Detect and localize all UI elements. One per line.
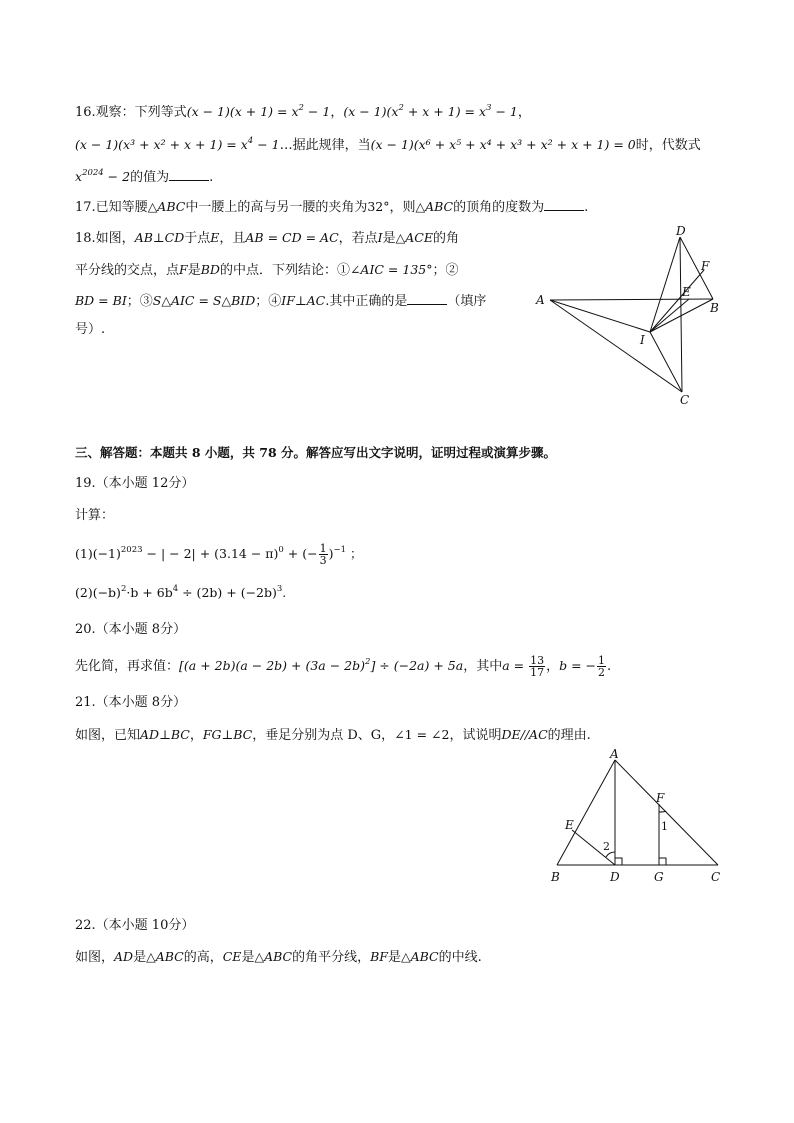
q18-label-F: F — [701, 259, 710, 273]
q22-body: 如图，AD是△ABC的高，CE是△ABC的角平分线，BF是△ABC的中线. — [75, 949, 482, 965]
q18-figure — [530, 222, 730, 412]
section3-title: 三、解答题：本题共 8 小题，共 78 分。解答应写出文字说明，证明过程或演算步骤。 — [75, 445, 557, 460]
q21-body: 如图，已知AD⊥BC，FG⊥BC，垂足分别为点 D、G，∠1 = ∠2，试说明DE//AC的理由. — [75, 727, 591, 743]
q18-segment-ID — [650, 237, 680, 332]
q19-part1: $(1)(-1)^{2023}$ − | − $2| + (3.14 - \pi)^0$ + (− $\frac{1}{3}$ )$^{-1}$ ； — [75, 542, 363, 567]
q20-header: 20.（本小题 8分） — [75, 622, 187, 637]
q21-label-C: C — [711, 870, 721, 884]
q19-intro: 计算： — [75, 508, 115, 523]
q18-answer-blank[interactable] — [407, 292, 447, 305]
q18-label-C: C — [680, 393, 690, 407]
q19-fraction: $\frac{1}{3}$ — [319, 542, 327, 567]
q21-right-angle-D — [615, 858, 622, 865]
q21-right-angle-G — [659, 858, 666, 865]
q18-line3: BD = BI；③S△AIC = S△BID；④IF⊥AC.其中正确的是 （填序 — [75, 293, 487, 309]
q21-label-angle-1: 1 — [661, 820, 668, 833]
q19-header: 19.（本小题 12分） — [75, 476, 195, 491]
q18-segment-IE — [650, 299, 689, 332]
q20-fraction-a: $\frac{13}{17}$ — [530, 654, 545, 679]
q16-line3: $x^{2024} - 2$的值为 . — [75, 168, 214, 185]
q18-segment-AC — [550, 300, 682, 392]
q20-fraction-b: $\frac{1}{2}$ — [598, 654, 606, 679]
q16-line1: 16.观察：下列等式$(x - 1)(x + 1) = x^2 - 1$，$(x - 1)(x^2 + x + 1) = x^3 - 1$， — [75, 103, 531, 120]
q21-label-F: F — [656, 791, 665, 805]
q21-label-E: E — [565, 818, 574, 832]
q18-label-I: I — [640, 333, 645, 347]
q18-label-D: D — [676, 224, 686, 238]
q18-label-A: A — [536, 293, 545, 307]
q20-body: 先化简，再求值：$[(a + 2b)(a - 2b) + (3a - 2b)^2] \div (-2a) + 5a$，其中a = $\frac{13}{17}$ ，b = − $\frac{1}{2}$ . — [75, 654, 612, 679]
q16-eq1: $(x - 1)(x + 1) = x^2 - 1$ — [186, 103, 331, 119]
q17-answer-blank[interactable] — [544, 198, 584, 211]
q16-eq3: $(x - 1)(x^3 + x^2 + x + 1) = x^4 - 1$ — [75, 136, 280, 152]
q18-line2: 平分线的交点，点F是BD的中点．下列结论：①∠AIC = 135°；② — [75, 262, 459, 278]
q21-label-B: B — [551, 870, 560, 884]
q21-segment-AC — [615, 760, 718, 865]
q19-part2: $(2)(-b)^2\cdot b + 6b^4 \div (2b) + (-2b)^3$. — [75, 584, 287, 600]
q16-eq5: $x^{2024} - 2$ — [75, 168, 131, 184]
q21-header: 21.（本小题 8分） — [75, 695, 187, 710]
q21-figure — [545, 745, 735, 885]
q18-segment-DC — [680, 237, 682, 392]
q16-eq4: (x − 1)(x⁶ + x⁵ + x⁴ + x³ + x² + x + 1) = 0 — [370, 137, 636, 152]
q18-label-E: E — [682, 285, 691, 299]
q17-line: 17.已知等腰△ABC中一腰上的高与另一腰的夹角为32°，则△ABC的顶角的度数为 . — [75, 199, 589, 215]
q21-label-G: G — [654, 870, 664, 884]
q18-segment-IC — [650, 332, 682, 392]
q18-label-B: B — [710, 301, 719, 315]
q18-segment-AI — [550, 300, 650, 332]
q21-label-angle-2: 2 — [603, 840, 610, 853]
q21-label-D: D — [610, 870, 620, 884]
q21-label-A: A — [610, 747, 619, 761]
q21-angle-1-arc — [659, 811, 666, 812]
q16-eq2: $(x - 1)(x^2 + x + 1) = x^3 - 1$ — [343, 103, 518, 119]
q16-answer-blank[interactable] — [169, 168, 209, 181]
q18-line4: 号）. — [75, 322, 106, 337]
q16-line2: $(x - 1)(x^3 + x^2 + x + 1) = x^4$ − 1…据此规律，当(x − 1)(x⁶ + x⁵ + x⁴ + x³ + x² + x + 1) = 0时，代数式 — [75, 136, 701, 153]
q18-segment-IF — [650, 270, 704, 332]
q18-line1: 18.如图，AB⊥CD于点E，且AB = CD = AC，若点I是△ACE的角 — [75, 230, 459, 246]
q22-header: 22.（本小题 10分） — [75, 918, 195, 933]
